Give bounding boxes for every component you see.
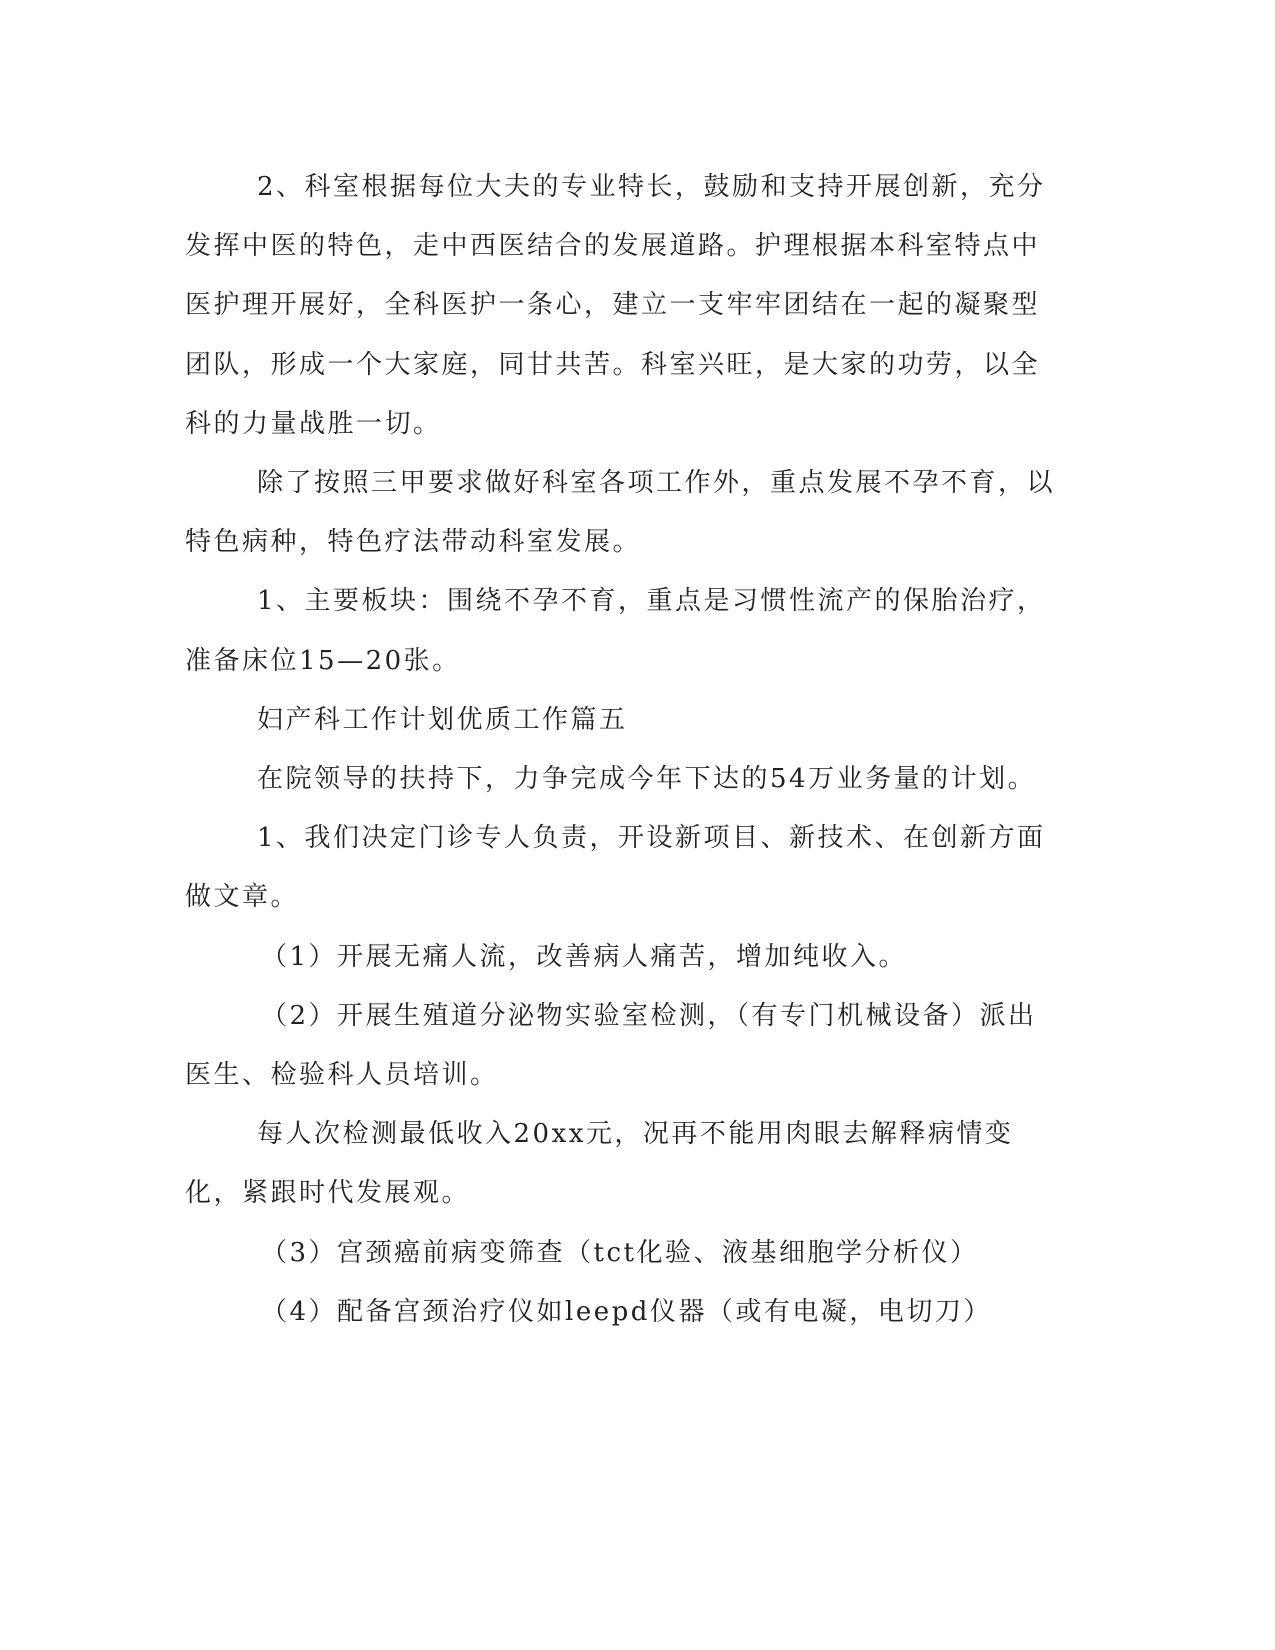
paragraph-main-section: 1、主要板块：围绕不孕不育，重点是习惯性流产的保胎治疗，准备床位15—20张。 [185, 586, 1046, 676]
paragraph-section-2: 2、科室根据每位大夫的专业特长，鼓励和支持开展创新，充分发挥中医的特色，走中西医结合的发展道路。护理根据本科室特点中医护理开展好，全科医护一条心，建立一支牢牢团结在一起的凝聚型团队，形成一个大家庭，同甘共苦。科室兴旺，是大家的功劳，以全科的力量战胜一切。 [185, 172, 1046, 439]
list-item-4: （4）配备宫颈治疗仪如leepd仪器（或有电凝，电切刀） [261, 1296, 992, 1327]
document-body [185, 158, 1065, 1342]
paragraph-key-development: 除了按照三甲要求做好科室各项工作外，重点发展不孕不育，以特色病种，特色疗法带动科室发展。 [185, 468, 1056, 558]
list-item-2: （2）开展生殖道分泌物实验室检测，（有专门机械设备）派出医生、检验科人员培训。 [185, 1000, 1037, 1091]
list-item-3: （3）宫颈癌前病变筛查（tct化验、液基细胞学分析仪） [261, 1237, 979, 1268]
paragraph-business-plan: 在院领导的扶持下，力争完成今年下达的54万业务量的计划。 [257, 764, 1037, 795]
list-item-1: （1）开展无痛人流，改善病人痛苦，增加纯收入。 [261, 941, 908, 972]
section-heading: 妇产科工作计划优质工作篇五 [257, 704, 628, 735]
paragraph-outpatient: 1、我们决定门诊专人负责，开设新项目、新技术、在创新方面做文章。 [185, 823, 1046, 913]
paragraph-testing-income: 每人次检测最低收入20xx元，况再不能用肉眼去解释病情变化，紧跟时代发展观。 [185, 1119, 1014, 1209]
